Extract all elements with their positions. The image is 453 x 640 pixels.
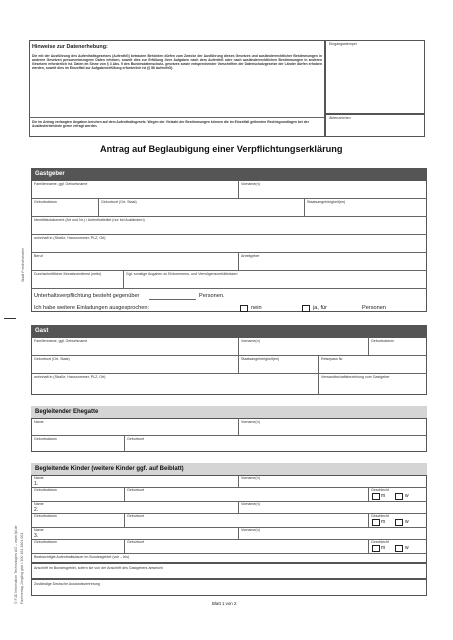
children-section-header: Begleitende Kinder (weitere Kinder ggf. auf Beiblatt) [31, 463, 427, 475]
child-sex-label: Geschlecht [371, 540, 389, 544]
child-number: 2. [34, 507, 39, 513]
guest-passport-field[interactable]: Reisepass Nr. [321, 357, 344, 361]
host-vorname-field[interactable]: Vorname(n) [241, 182, 260, 186]
host-job-field[interactable]: Beruf [34, 254, 43, 258]
child-sex-m-checkbox[interactable] [372, 493, 380, 500]
host-dob-field[interactable]: Geburtsdatum [34, 200, 57, 204]
child-name-field[interactable]: Name [34, 476, 44, 480]
stay-address-field[interactable]: Anschrift im Bundesgebiet, sofern sie von der Anschrift des Gastgebers abweicht [34, 566, 163, 570]
host-section-header: Gastgeber [31, 168, 427, 180]
child-sex-w-checkbox[interactable] [395, 545, 403, 552]
invites-persons-label: Personen [362, 305, 386, 311]
child-sex-w-label: w [405, 493, 409, 499]
host-obligation-text: Unterhaltsverpflichtung besteht gegenüber [34, 293, 140, 299]
child-vorname-field[interactable]: Vorname(n) [241, 528, 260, 532]
invites-no-label: nein [251, 305, 262, 311]
invites-yes-checkbox[interactable] [302, 305, 310, 312]
host-id-doc-field[interactable]: Identitätsdokument (Art und Nr.) / Aufenthaltstitel (nur bei Ausländern) [34, 218, 145, 222]
spouse-pob-field[interactable]: Geburtsort [127, 437, 144, 441]
page-number: Blatt 1 von 2 [212, 601, 237, 606]
child-sex-m-label: m [381, 545, 386, 551]
guest-pob-field[interactable]: Geburtsort (Ort, Staat) [34, 357, 70, 361]
guest-address-field[interactable]: wohnhaft in (Straße, Hausnummer, PLZ, Ort) [34, 375, 106, 379]
spouse-vorname-field[interactable]: Vorname(n) [241, 420, 260, 424]
child-vorname-field[interactable]: Vorname(n) [241, 476, 260, 480]
host-obligation-count-field[interactable] [149, 299, 196, 300]
host-persons-text: Personen. [199, 293, 225, 299]
child-number: 3. [34, 533, 39, 539]
host-prior-invites-question: Ich habe weitere Einladungen ausgesprochen: [34, 305, 150, 311]
notice-heading: Hinweise zur Datenerhebung: [32, 44, 108, 50]
host-nationality-field[interactable]: Staatsangehörigkeit(en) [307, 200, 346, 204]
side-text-city: Stadt Friedrichshafen [21, 247, 25, 282]
spouse-name-field[interactable]: Name [34, 420, 44, 424]
spouse-section-header: Begleitender Ehegatte [31, 406, 427, 418]
embassy-field[interactable]: Zuständige Deutsche Auslandsvertretung [34, 582, 100, 586]
host-address-field[interactable]: wohnhaft in (Straße, Hausnummer, PLZ, Ort) [34, 236, 106, 240]
invites-yes-label: ja, für [313, 305, 327, 311]
host-other-income-field[interactable]: Ggf. sonstige Angaben zu Einkommens- und Vermögensverhältnissen [126, 272, 238, 276]
stay-duration-field[interactable]: Beabsichtigte Aufenthaltsdauer im Bundesgebiet (von – bis) [34, 555, 130, 559]
guest-name-field[interactable]: Familienname, ggf. Geburtsname [34, 339, 88, 343]
guest-vorname-field[interactable]: Vorname(n) [241, 339, 260, 343]
side-text-copyright: © FJD Information Technologies AG – www.fjd.de [14, 525, 18, 604]
child-dob-field[interactable]: Geburtsdatum [34, 488, 57, 492]
child-name-field[interactable]: Name [34, 502, 44, 506]
host-name-field[interactable]: Familienname, ggf. Geburtsname [34, 182, 88, 186]
child-pob-field[interactable]: Geburtsort [127, 540, 144, 544]
child-pob-field[interactable]: Geburtsort [127, 514, 144, 518]
guest-nationality-field[interactable]: Staatsangehörigkeit(en) [241, 357, 280, 361]
guest-dob-field[interactable]: Geburtsdatum [371, 339, 394, 343]
stamp-label: Eingangsstempel [329, 42, 357, 46]
child-number: 1. [34, 481, 39, 487]
notice-body-2: Die im Antrag verlangten Angaben beruhen auf dem Aufenthaltsgesetz. Wegen der Vielzahl der Bestimmungen können die im Einzelfall geltenden Rechtsgrundlagen bei der Ausländerbehörde gerne erfragt werden. [32, 120, 310, 129]
child-sex-w-checkbox[interactable] [395, 493, 403, 500]
child-pob-field[interactable]: Geburtsort [127, 488, 144, 492]
notice-body: Die mit der Ausführung des Aufenthaltsgesetzes (AufenthG) betrauten Behörden dürfen zum Zwecke der Ausführung dieses Gesetzes und ausländerrechtlicher Bestimmungen in anderen Gesetzen personenbezogene Daten erheben, soweit dies zur Erfüllung ihrer Aufgaben nach dem AufenthG oder nach ausländerrechtlichen Bestimmungen in anderen Gesetzen erforderlich ist. Daten im Sinne von § 3 Abs. 9 des Bundesdatenschutz- gesetzes sowie entsprechender Vorschriften der Datenschutzgesetze der Länder dürfen erhoben werden, soweit dies im Einzelfall zur Aufgabenerfüllung erforderlich ist (§ 86 AufenthG). [32, 54, 322, 71]
child-sex-m-label: m [381, 519, 386, 525]
host-income-field[interactable]: Durchschnittlicher Monatsverdienst (netto) [34, 272, 102, 276]
spouse-dob-field[interactable]: Geburtsdatum [34, 437, 57, 441]
guest-section-header: Gast [31, 325, 427, 337]
page-title: Antrag auf Beglaubigung einer Verpflichtungserklärung [100, 144, 343, 154]
child-sex-w-label: w [405, 519, 409, 525]
child-name-field[interactable]: Name [34, 528, 44, 532]
host-employer-field[interactable]: Arbeitgeber [241, 254, 260, 258]
child-vorname-field[interactable]: Vorname(n) [241, 502, 260, 506]
stamp-field[interactable] [325, 40, 425, 114]
side-text-publisher: Fachverlag Jüngling gbb • 100 181 2601 001 [20, 532, 24, 604]
child-sex-label: Geschlecht [371, 514, 389, 518]
child-sex-m-checkbox[interactable] [372, 519, 380, 526]
child-sex-w-checkbox[interactable] [395, 519, 403, 526]
child-sex-w-label: w [405, 545, 409, 551]
child-sex-m-checkbox[interactable] [372, 545, 380, 552]
invites-no-checkbox[interactable] [240, 305, 248, 312]
child-dob-field[interactable]: Geburtsdatum [34, 514, 57, 518]
file-number-label: Aktenzeichen [329, 116, 351, 120]
guest-relation-field[interactable]: Verwandtschaftsbeziehung zum Gastgeber [321, 375, 390, 379]
host-pob-field[interactable]: Geburtsort (Ort, Staat) [101, 200, 137, 204]
child-sex-label: Geschlecht [371, 488, 389, 492]
child-dob-field[interactable]: Geburtsdatum [34, 540, 57, 544]
child-sex-m-label: m [381, 493, 386, 499]
